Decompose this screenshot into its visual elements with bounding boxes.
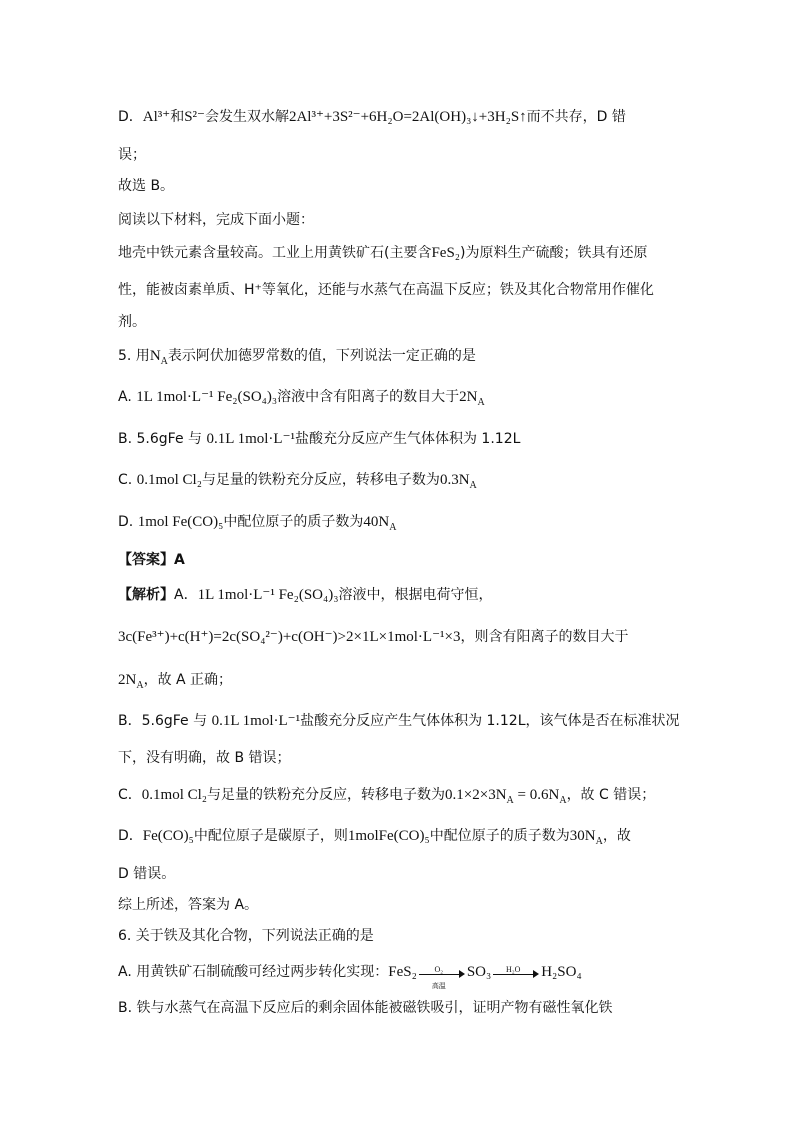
text-segment: 与足量的铁粉充分反应，转移电子数为 <box>201 472 440 488</box>
text-segment: 中配位原子的质子数为 <box>429 828 570 844</box>
text-segment: A. 用黄铁矿石制硫酸可经过两步转化实现： <box>118 964 389 980</box>
text-line-l23 <box>118 926 374 946</box>
text-segment: 地壳中铁元素含量较高。工业上用黄铁矿石(主要含 <box>118 245 432 261</box>
text-segment: 中配位原子是碳原子，则 <box>193 828 348 844</box>
text-segment: 剂。 <box>118 314 146 330</box>
formula-text: 2N <box>459 389 478 405</box>
text-line-l15 <box>118 627 628 647</box>
formula-text: A <box>136 679 144 691</box>
text-segment: 盐酸充分反应产生气体体积为 1.12L <box>294 431 521 447</box>
text-line-l2 <box>118 145 146 165</box>
formula-text: FeS₂ <box>388 964 417 980</box>
text-line-l4 <box>118 210 314 230</box>
text-line-l24 <box>118 962 582 990</box>
formula-text: SO₃ <box>466 964 492 980</box>
formula-text: 0.1L 1mol·L⁻¹ <box>206 431 295 447</box>
formula-text: A <box>559 794 567 806</box>
formula-text: 0.1mol Cl₂ <box>136 472 202 488</box>
text-line-l10 <box>118 429 520 449</box>
formula-text: S²⁻ <box>184 109 205 125</box>
text-line-l19 <box>118 785 655 811</box>
text-segment: 与足量的铁粉充分反应，转移电子数为 <box>207 787 446 803</box>
formula-text: 3c(Fe³⁺)+c(H⁺)=2c(SO₄²⁻)+c(OH⁻)>2×1L×1mol·L⁻¹×3 <box>118 629 461 645</box>
text-segment: D． <box>118 828 143 844</box>
text-segment: 【解析】 <box>118 587 174 603</box>
text-segment: 溶液中含有阳离子的数目大于 <box>277 389 460 405</box>
text-segment: D. <box>118 514 138 530</box>
formula-text: 1L 1mol·L⁻¹ Fe₂(SO₄)₃ <box>136 389 278 405</box>
text-line-l9 <box>118 387 485 413</box>
text-segment: A. <box>118 389 137 405</box>
formula-text: Fe(CO)₅ <box>142 828 194 844</box>
formula-text: N <box>149 348 161 364</box>
text-line-l13 <box>118 550 185 570</box>
text-line-l8 <box>118 346 476 372</box>
text-segment: C． <box>118 787 142 803</box>
text-line-l20 <box>118 826 631 852</box>
formula-text: A <box>389 521 397 533</box>
text-segment: 阅读以下材料，完成下面小题： <box>118 212 314 228</box>
text-segment: B. 铁与水蒸气在高温下反应后的剩余固体能被磁铁吸引，证明产物有磁性氧化铁 <box>118 1000 613 1016</box>
text-segment: B．5.6gFe 与 <box>118 713 212 729</box>
reaction-arrow: O₂ 高温 <box>419 965 465 979</box>
formula-text: 0.1mol Cl₂ <box>141 787 208 803</box>
formula-text: 1L 1mol·L⁻¹ Fe₂(SO₄)₃ <box>197 587 339 603</box>
text-line-l11 <box>118 470 477 496</box>
formula-text: FeS₂ <box>431 245 461 261</box>
text-line-l16 <box>118 670 232 696</box>
text-line-l17 <box>118 711 680 731</box>
text-segment: 表示阿伏加德罗常数的值，下列说法一定正确的是 <box>167 348 476 364</box>
text-segment: )为原料生产硫酸；铁具有还原 <box>460 245 648 261</box>
formula-text: A <box>469 479 477 491</box>
text-segment: A． <box>174 587 198 603</box>
text-segment: ，则含有阳离子的数目大于 <box>460 629 629 645</box>
text-segment: 中配位原子的质子数为 <box>223 514 364 530</box>
text-line-l25 <box>118 998 613 1018</box>
text-segment: B. 5.6gFe 与 <box>118 431 207 447</box>
formula-text: 0.1L 1mol·L⁻¹ <box>211 713 301 729</box>
reaction-arrow: H₂O <box>493 965 539 979</box>
formula-text: 1mol Fe(CO)₅ <box>137 514 224 530</box>
text-segment: D 错误。 <box>118 866 176 882</box>
text-segment: ，故 A 正确； <box>143 672 233 688</box>
text-segment: ，故 C 错误； <box>566 787 656 803</box>
formula-text: Al³⁺ <box>142 109 171 125</box>
text-segment: 会发生双水解 <box>204 109 289 125</box>
formula-text: 1molFe(CO)₅ <box>347 828 430 844</box>
text-line-l12 <box>118 512 396 538</box>
text-segment: 5. 用 <box>118 348 150 364</box>
formula-text: 2Al³⁺+3S²⁻+6H₂O=2Al(OH)₃↓+3H₂S↑ <box>288 109 527 125</box>
text-line-l6 <box>118 280 654 300</box>
text-segment: 误； <box>118 147 146 163</box>
formula-text: A <box>160 355 168 367</box>
formula-text: 0.3N <box>439 472 470 488</box>
text-segment: D． <box>118 109 143 125</box>
text-segment: ，故 <box>602 828 631 844</box>
text-segment: 综上所述，答案为 A。 <box>118 897 259 913</box>
text-segment: 下，没有明确，故 B 错误； <box>118 750 291 766</box>
formula-text: A <box>595 835 603 847</box>
formula-text: 30N <box>569 828 596 844</box>
formula-text: = 0.6N <box>513 787 560 803</box>
text-line-l3 <box>118 176 174 196</box>
text-line-l14 <box>118 585 492 605</box>
text-segment: C. <box>118 472 137 488</box>
formula-text: 0.1×2×3N <box>445 787 507 803</box>
text-segment: 溶液中，根据电荷守恒， <box>338 587 493 603</box>
text-line-l18 <box>118 748 291 768</box>
text-segment: 性，能被卤素单质、H⁺等氧化，还能与水蒸气在高温下反应；铁及其化合物常用作催化 <box>118 282 654 298</box>
text-segment: 6. 关于铁及其化合物，下列说法正确的是 <box>118 928 374 944</box>
text-line-l7 <box>118 312 146 332</box>
text-line-l1 <box>118 107 626 127</box>
text-segment: 【答案】A <box>118 552 185 568</box>
text-segment: 而不共存，D 错 <box>526 109 626 125</box>
text-line-l21 <box>118 864 175 884</box>
formula-text: H₂SO₄ <box>541 964 582 980</box>
formula-text: 2N <box>118 672 137 688</box>
formula-text: A <box>506 794 514 806</box>
text-line-l22 <box>118 895 258 915</box>
text-line-l5 <box>118 243 648 263</box>
text-segment: 盐酸充分反应产生气体体积为 1.12L，该气体是否在标准状况 <box>300 713 680 729</box>
formula-text: 40N <box>363 514 390 530</box>
text-segment: 故选 B。 <box>118 178 175 194</box>
text-segment: 和 <box>170 109 185 125</box>
formula-text: A <box>477 396 485 408</box>
